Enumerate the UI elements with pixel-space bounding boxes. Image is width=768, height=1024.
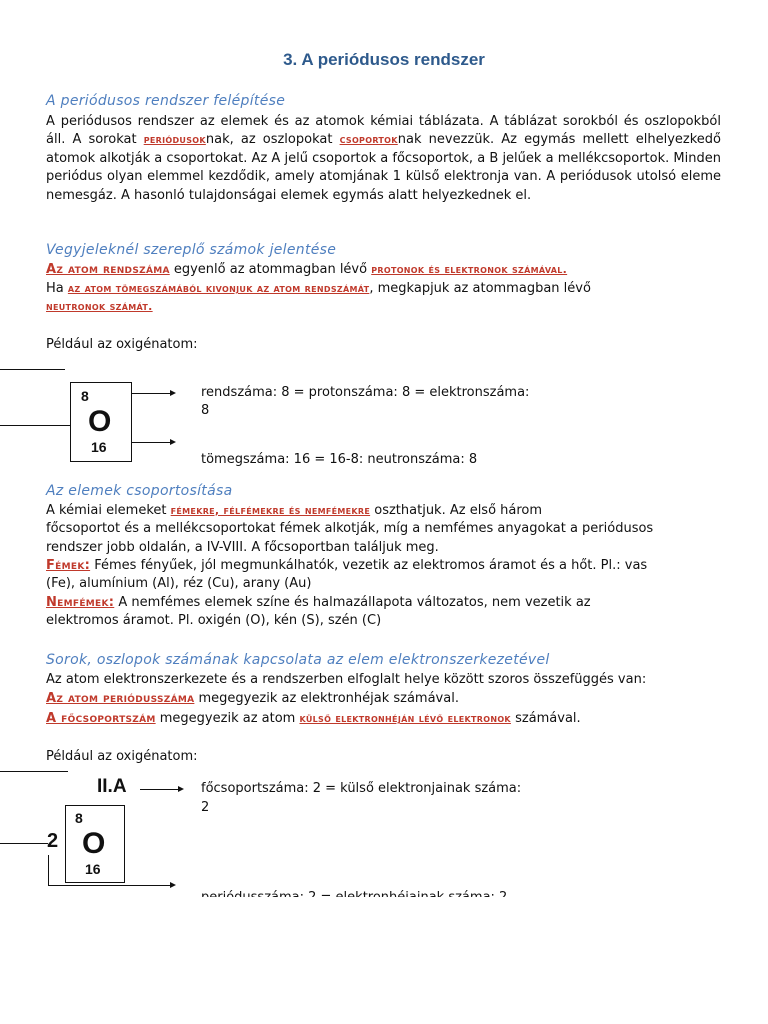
paragraph-structure bbox=[46, 113, 721, 205]
element-box-oxygen-2 bbox=[65, 805, 125, 883]
connector-line bbox=[0, 843, 48, 844]
box-element-symbol: O bbox=[88, 405, 112, 438]
arrow bbox=[140, 789, 178, 790]
period-label: 2 bbox=[47, 830, 59, 852]
arrow bbox=[132, 442, 170, 443]
page-cutoff bbox=[0, 897, 768, 1024]
box-mass-number: 16 bbox=[91, 439, 107, 455]
arrow bbox=[132, 393, 170, 394]
section-heading-electron-structure: Sorok, oszlopok számának kapcsolata az elem elektronszerkezetével bbox=[46, 652, 550, 668]
line-grouping-1 bbox=[46, 503, 542, 518]
line-neutrons bbox=[46, 299, 153, 314]
text: megegyezik az elektronhéjak számával. bbox=[194, 691, 459, 706]
line-grouping-3: rendszer jobb oldalán, a IV-VIII. A főcsoportban találjuk meg. bbox=[46, 540, 439, 555]
line-relation-3 bbox=[46, 711, 581, 726]
highlight-group-number: A főcsoportszám bbox=[46, 711, 156, 726]
text: Ha bbox=[46, 281, 68, 296]
desc-group-number-cont: 2 bbox=[201, 800, 210, 815]
desc-group-number: főcsoportszáma: 2 = külső elektronjainak száma: bbox=[201, 781, 522, 796]
text: megegyezik az atom bbox=[155, 711, 300, 726]
section-heading-structure: A periódusos rendszer felépítése bbox=[46, 93, 286, 109]
text: Fémes fényűek, jól megmunkálhatók, vezetik az elektromos áramot és a hőt. Pl.: vas bbox=[90, 558, 648, 573]
highlight-nonmetals: Nemfémek: bbox=[46, 595, 115, 610]
page-title: 3. A periódusos rendszer bbox=[283, 50, 485, 69]
group-label: II.A bbox=[97, 776, 127, 797]
text: számával. bbox=[510, 711, 581, 726]
text: egyenlő az atommagban lévő bbox=[169, 262, 372, 277]
highlight-period-number: Az atom periódusszáma bbox=[46, 691, 195, 706]
box-atomic-number: 8 bbox=[81, 388, 89, 404]
element-box-oxygen bbox=[70, 382, 132, 462]
highlight-metals: Fémek: bbox=[46, 558, 91, 573]
box-mass-number: 16 bbox=[85, 861, 101, 877]
line-metals-2: (Fe), alumínium (Al), réz (Cu), arany (Au) bbox=[46, 576, 312, 591]
text: oszthatjuk. Az első három bbox=[370, 503, 543, 518]
connector-line bbox=[0, 771, 68, 772]
desc-mass-number: tömegszáma: 16 = 16-8: neutronszáma: 8 bbox=[201, 452, 478, 467]
highlight-neutrons: neutronok számát. bbox=[46, 300, 153, 313]
highlight-outer-electrons: külső elektronhéján lévő elektronok bbox=[299, 712, 511, 725]
line-grouping-2: főcsoportot és a mellékcsoportokat fémek alkotják, míg a nemfémes anyagokat a periódusos bbox=[46, 521, 654, 536]
line-nonmetals-1 bbox=[46, 595, 591, 610]
text: A nemfémes elemek színe és halmazállapota változatos, nem vezetik az bbox=[114, 595, 591, 610]
connector-line bbox=[0, 369, 65, 370]
box-element-symbol: O bbox=[82, 827, 106, 860]
example-label-2: Például az oxigénatom: bbox=[46, 749, 198, 764]
desc-atomic-number-cont: 8 bbox=[201, 403, 210, 418]
text: , megkapjuk az atommagban lévő bbox=[369, 281, 591, 296]
desc-atomic-number: rendszáma: 8 = protonszáma: 8 = elektronszáma: bbox=[201, 385, 530, 400]
section-heading-numbers: Vegyjeleknél szereplő számok jelentése bbox=[46, 242, 337, 258]
line-metals-1 bbox=[46, 558, 647, 573]
example-label-1: Például az oxigénatom: bbox=[46, 337, 198, 352]
text: A periódusos rendszer az elemek és az atomok kémiai táblázata. A táblázat sorokból és oszlopokból áll. A sorokat bbox=[46, 114, 721, 148]
text: A kémiai elemeket bbox=[46, 503, 171, 518]
highlight-groups: csoportok bbox=[339, 133, 398, 147]
line-relation-2 bbox=[46, 691, 459, 706]
arrow bbox=[48, 885, 170, 886]
box-atomic-number: 8 bbox=[75, 810, 83, 826]
line-relation-1: Az atom elektronszerkezete és a rendszerben elfoglalt helye között szoros összefüggés van: bbox=[46, 672, 647, 687]
connector-line bbox=[48, 855, 49, 885]
highlight-protons-electrons: protonok és elektronok számával. bbox=[371, 263, 568, 276]
line-nonmetals-2: elektromos áramot. Pl. oxigén (O), kén (S), szén (C) bbox=[46, 613, 382, 628]
line-atomic-number bbox=[46, 262, 567, 277]
highlight-mass-minus-number: az atom tömegszámából kivonjuk az atom rendszámát bbox=[67, 282, 370, 295]
text: nak, az oszlopokat bbox=[205, 132, 340, 148]
highlight-periods: periódusok bbox=[143, 133, 206, 147]
highlight-atomic-number: Az atom rendszáma bbox=[46, 262, 170, 277]
line-mass-number bbox=[46, 281, 591, 296]
text: nak nevezzük. Az egymás mellett elhelyezkedő atomok alkotják a csoportokat. Az A jelű csoportok a főcsoportok, a B jelűek a mellékcsoportok. Minden periódus olyan elemmel kezdődik, amely atomjának 1 külső elektronja van. A periódusok utolsó eleme nemesgáz. A hasonló tulajdonságai elemek egymás alatt helyezkednek el. bbox=[46, 132, 721, 203]
section-heading-grouping: Az elemek csoportosítása bbox=[46, 483, 233, 499]
highlight-metal-types: fémekre, félfémekre és nemfémekre bbox=[170, 504, 371, 517]
